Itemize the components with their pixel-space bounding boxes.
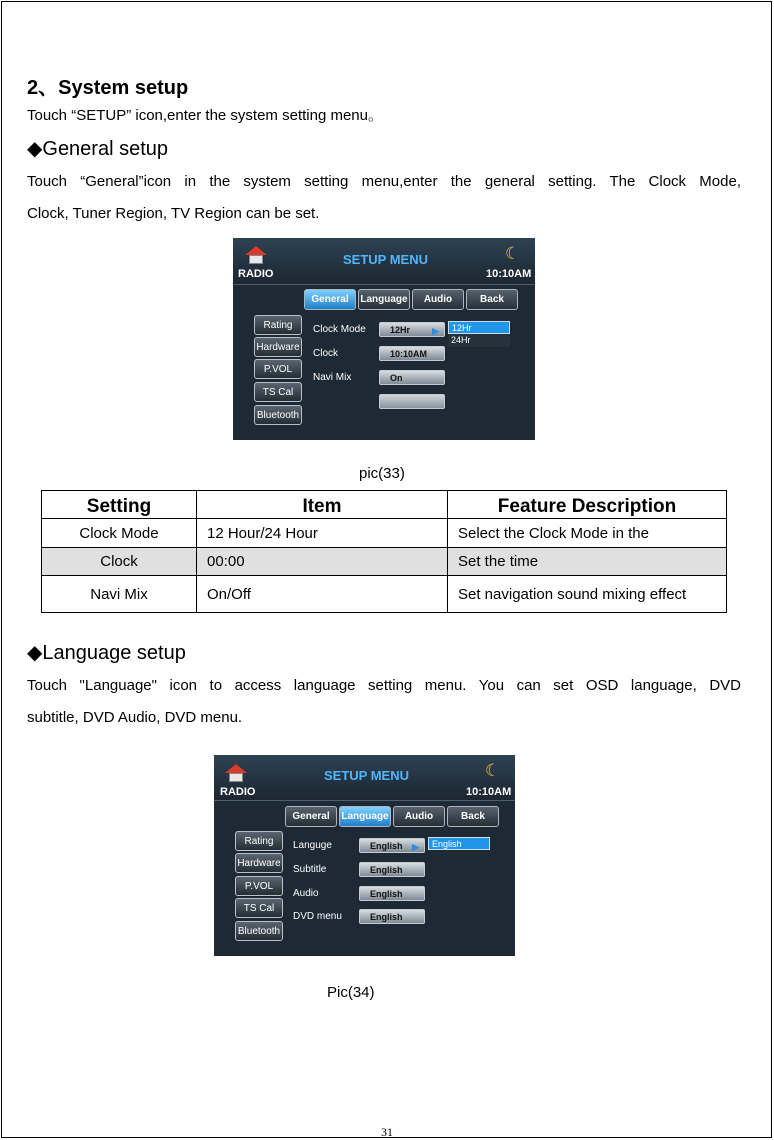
page-number: 31 [381, 1125, 393, 1139]
caption-pic33: pic(33) [359, 465, 405, 482]
table-header-item: Item [197, 491, 448, 519]
dropdown-arrow-icon: ▶ [432, 326, 439, 336]
row-label-clock-mode: Clock Mode [313, 324, 366, 335]
clock-mode-value-text: 12Hr [390, 325, 411, 335]
tab-general[interactable]: General [285, 806, 337, 827]
row-label-clock: Clock [313, 348, 339, 359]
header-divider [233, 284, 535, 285]
night-mode-icon[interactable]: ☾ [505, 244, 521, 263]
caption-pic34: Pic(34) [327, 984, 375, 1001]
dvd-menu-value[interactable]: English [359, 909, 425, 924]
language-popup [428, 837, 490, 850]
language-paragraph-line2: subtitle, DVD Audio, DVD menu. [27, 709, 243, 726]
table-cell: Select the Clock Mode in the [448, 519, 727, 548]
clock-time: 10:10AM [466, 786, 512, 798]
side-hardware-button[interactable]: Hardware [235, 853, 283, 873]
side-tscal-button[interactable]: TS Cal [235, 898, 283, 918]
table-cell: 12 Hour/24 Hour [197, 519, 448, 548]
side-pvol-button[interactable]: P.VOL [254, 359, 302, 379]
table-header-feature: Feature Description [448, 491, 727, 519]
tab-audio[interactable]: Audio [393, 806, 445, 827]
table-cell: Clock Mode [42, 519, 197, 548]
dropdown-arrow-icon: ▶ [412, 842, 419, 852]
header-divider [214, 800, 515, 801]
menu-title: SETUP MENU [324, 768, 409, 783]
tab-language[interactable]: Language [339, 806, 391, 827]
menu-title: SETUP MENU [343, 252, 428, 267]
radio-label[interactable]: RADIO [220, 786, 256, 798]
home-icon[interactable] [225, 764, 247, 782]
radio-label[interactable]: RADIO [238, 268, 274, 280]
table-cell: On/Off [197, 576, 448, 613]
row-label-audio: Audio [293, 888, 319, 899]
general-heading: ◆General setup [27, 138, 169, 160]
table-cell: Set the time [448, 548, 727, 576]
section-title: 2、System setup [27, 77, 189, 99]
audio-value[interactable]: English [359, 886, 425, 901]
table-row [42, 519, 727, 548]
night-mode-icon[interactable]: ☾ [485, 761, 501, 780]
tab-back[interactable]: Back [447, 806, 499, 827]
language-paragraph-line1: Touch "Language" icon to access language setting menu. You can set OSD language, DVD [27, 677, 741, 694]
side-rating-button[interactable]: Rating [254, 315, 302, 335]
tab-audio[interactable]: Audio [412, 289, 464, 310]
row-label-language: Languge [293, 840, 332, 851]
row-label-dvd-menu: DVD menu [293, 911, 342, 922]
side-bluetooth-button[interactable]: Bluetooth [254, 405, 302, 425]
table-cell: Navi Mix [42, 576, 197, 613]
row-label-subtitle: Subtitle [293, 864, 327, 875]
popup-option-english[interactable]: English [428, 837, 490, 850]
home-icon[interactable] [245, 246, 267, 264]
subtitle-value[interactable]: English [359, 862, 425, 877]
settings-table [41, 490, 727, 613]
language-value-text: English [370, 841, 403, 851]
clock-value[interactable]: 10:10AM [379, 346, 445, 361]
tab-language[interactable]: Language [358, 289, 410, 310]
general-paragraph-line1: Touch “General”icon in the system setting menu,enter the general setting. The Clock Mode, [27, 173, 741, 190]
setup-screen-general [233, 238, 535, 440]
setup-screen-language [214, 755, 515, 956]
row-label-navi-mix: Navi Mix [313, 372, 352, 383]
language-value[interactable] [359, 838, 425, 853]
popup-option-24hr[interactable]: 24Hr [448, 334, 510, 347]
clock-mode-popup [448, 321, 510, 347]
table-cell: Set navigation sound mixing effect [448, 576, 727, 613]
side-hardware-button[interactable]: Hardware [254, 337, 302, 357]
table-cell: 00:00 [197, 548, 448, 576]
table-header-setting: Setting [42, 491, 197, 519]
table-cell: Clock [42, 548, 197, 576]
tab-general[interactable]: General [304, 289, 356, 310]
popup-option-12hr[interactable]: 12Hr [448, 321, 510, 334]
table-row [42, 548, 727, 576]
table-row [42, 576, 727, 613]
empty-value-slot [379, 394, 445, 409]
navi-mix-value[interactable]: On [379, 370, 445, 385]
section-intro: Touch “SETUP” icon,enter the system setting menu。 [27, 107, 383, 124]
side-bluetooth-button[interactable]: Bluetooth [235, 921, 283, 941]
side-rating-button[interactable]: Rating [235, 831, 283, 851]
general-paragraph-line2: Clock, Tuner Region, TV Region can be set. [27, 205, 320, 222]
side-tscal-button[interactable]: TS Cal [254, 382, 302, 402]
clock-time: 10:10AM [486, 268, 532, 280]
tab-back[interactable]: Back [466, 289, 518, 310]
side-pvol-button[interactable]: P.VOL [235, 876, 283, 896]
clock-mode-value[interactable] [379, 322, 445, 337]
language-heading: ◆Language setup [27, 642, 186, 664]
